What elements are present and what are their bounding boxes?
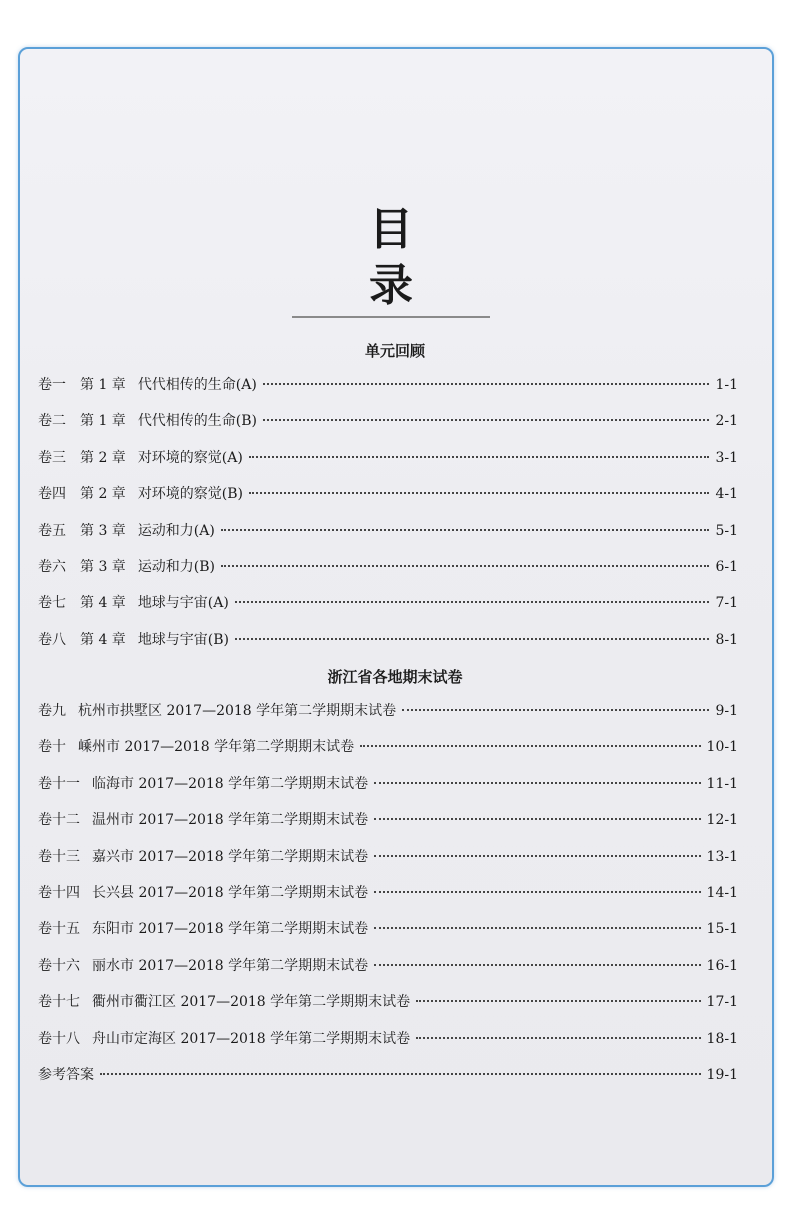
entry-volume: 卷十五 xyxy=(38,921,80,938)
dot-leader xyxy=(416,1037,700,1039)
entry-volume: 卷一 xyxy=(38,377,66,393)
title-block xyxy=(292,202,490,318)
toc-section-unit-review xyxy=(38,375,738,666)
entry-volume: 卷八 xyxy=(38,631,66,648)
entry-page: 4-1 xyxy=(715,486,738,503)
toc-entry[interactable] xyxy=(38,992,738,1028)
title-underline xyxy=(292,316,490,318)
toc-entry[interactable] xyxy=(38,521,738,557)
section-heading-unit-review: 单元回顾 xyxy=(364,342,425,360)
entry-title: 地球与宇宙(B) xyxy=(137,631,230,648)
page-title: 目 录 xyxy=(369,204,447,311)
entry-title: 代代相传的生命(A) xyxy=(137,377,257,393)
toc-entry[interactable] xyxy=(38,557,738,593)
entry-page: 1-1 xyxy=(715,377,738,393)
toc-entry[interactable] xyxy=(38,411,738,447)
entry-volume: 卷九 xyxy=(38,703,66,719)
entry-volume: 卷三 xyxy=(38,449,66,466)
entry-volume: 卷十三 xyxy=(38,848,80,865)
entry-page: 16-1 xyxy=(706,957,738,974)
entry-page: 12-1 xyxy=(706,812,738,829)
entry-page: 17-1 xyxy=(706,994,738,1011)
dot-leader xyxy=(235,638,709,640)
entry-volume: 卷六 xyxy=(38,558,66,575)
dot-leader xyxy=(360,745,700,747)
entry-volume: 卷四 xyxy=(38,486,66,503)
entry-title: 杭州市拱墅区 2017—2018 学年第二学期期末试卷 xyxy=(78,703,397,719)
entry-page: 2-1 xyxy=(715,413,738,430)
entry-volume: 卷十七 xyxy=(38,994,80,1011)
entry-volume: 卷十六 xyxy=(38,957,80,974)
entry-title: 对环境的察觉(A) xyxy=(137,449,243,466)
entry-chapter: 第 4 章 xyxy=(80,631,126,648)
entry-volume: 卷十四 xyxy=(38,884,80,901)
entry-volume: 卷五 xyxy=(38,522,66,539)
dot-leader xyxy=(416,1000,700,1002)
entry-chapter: 第 1 章 xyxy=(80,413,126,430)
entry-title: 代代相传的生命(B) xyxy=(137,413,258,430)
section-heading-final-exams: 浙江省各地期末试卷 xyxy=(327,668,463,686)
entry-title: 临海市 2017—2018 学年第二学期期末试卷 xyxy=(92,775,369,792)
entry-page: 19-1 xyxy=(706,1066,738,1083)
entry-page: 11-1 xyxy=(706,775,738,792)
dot-leader xyxy=(374,964,700,966)
entry-volume: 卷十 xyxy=(38,739,66,756)
entry-title: 衢州市衢江区 2017—2018 学年第二学期期末试卷 xyxy=(92,994,411,1011)
dot-leader xyxy=(374,818,700,820)
dot-leader xyxy=(374,855,700,857)
entry-page: 6-1 xyxy=(715,558,738,575)
toc-section-final-exams xyxy=(38,701,738,1101)
entry-volume: 卷十二 xyxy=(38,812,80,829)
toc-entry[interactable] xyxy=(38,919,738,955)
entry-page: 9-1 xyxy=(715,703,738,719)
dot-leader xyxy=(221,565,709,567)
entry-title: 温州市 2017—2018 学年第二学期期末试卷 xyxy=(92,812,369,829)
entry-page: 13-1 xyxy=(706,848,738,865)
entry-page: 7-1 xyxy=(715,595,738,612)
entry-title: 长兴县 2017—2018 学年第二学期期末试卷 xyxy=(92,884,369,901)
entry-title: 运动和力(A) xyxy=(137,522,215,539)
entry-page: 3-1 xyxy=(715,449,738,466)
entry-volume: 卷十八 xyxy=(38,1030,80,1047)
entry-title: 丽水市 2017—2018 学年第二学期期末试卷 xyxy=(92,957,369,974)
toc-entry[interactable] xyxy=(38,375,738,411)
toc-entry[interactable] xyxy=(38,593,738,629)
entry-volume: 卷二 xyxy=(38,413,66,430)
entry-title: 东阳市 2017—2018 学年第二学期期末试卷 xyxy=(92,921,369,938)
entry-page: 15-1 xyxy=(706,921,738,938)
toc-entry-answers[interactable] xyxy=(38,1065,738,1101)
entry-page: 10-1 xyxy=(706,739,738,756)
entry-page: 14-1 xyxy=(706,884,738,901)
toc-entry[interactable] xyxy=(38,701,738,737)
dot-leader xyxy=(249,456,710,458)
dot-leader xyxy=(249,492,709,494)
toc-entry[interactable] xyxy=(38,484,738,520)
toc-entry[interactable] xyxy=(38,956,738,992)
entry-page: 5-1 xyxy=(715,522,738,539)
toc-entry[interactable] xyxy=(38,847,738,883)
dot-leader xyxy=(221,529,710,531)
entry-page: 18-1 xyxy=(706,1030,738,1047)
entry-title: 对环境的察觉(B) xyxy=(137,486,244,503)
entry-title: 舟山市定海区 2017—2018 学年第二学期期末试卷 xyxy=(92,1030,411,1047)
dot-leader xyxy=(374,891,700,893)
toc-entry[interactable] xyxy=(38,1029,738,1065)
dot-leader xyxy=(100,1073,701,1075)
entry-chapter: 第 3 章 xyxy=(80,522,126,539)
toc-entry[interactable] xyxy=(38,448,738,484)
toc-entry[interactable] xyxy=(38,810,738,846)
toc-entry[interactable] xyxy=(38,737,738,773)
entry-chapter: 第 3 章 xyxy=(80,558,126,575)
toc-entry[interactable] xyxy=(38,630,738,666)
dot-leader xyxy=(374,927,700,929)
dot-leader xyxy=(263,383,710,385)
dot-leader xyxy=(374,782,700,784)
entry-volume: 卷七 xyxy=(38,595,66,612)
toc-entry[interactable] xyxy=(38,774,738,810)
entry-title: 运动和力(B) xyxy=(137,558,216,575)
dot-leader xyxy=(235,601,710,603)
toc-entry[interactable] xyxy=(38,883,738,919)
entry-chapter: 第 1 章 xyxy=(80,377,126,393)
entry-title: 参考答案 xyxy=(38,1066,94,1083)
dot-leader xyxy=(263,419,709,421)
entry-chapter: 第 4 章 xyxy=(80,595,126,612)
entry-title: 地球与宇宙(A) xyxy=(137,595,229,612)
entry-title: 嵊州市 2017—2018 学年第二学期期末试卷 xyxy=(78,739,355,756)
entry-chapter: 第 2 章 xyxy=(80,486,126,503)
dot-leader xyxy=(402,709,709,711)
entry-chapter: 第 2 章 xyxy=(80,449,126,466)
entry-page: 8-1 xyxy=(715,631,738,648)
entry-title: 嘉兴市 2017—2018 学年第二学期期末试卷 xyxy=(92,848,369,865)
entry-volume: 卷十一 xyxy=(38,775,80,792)
